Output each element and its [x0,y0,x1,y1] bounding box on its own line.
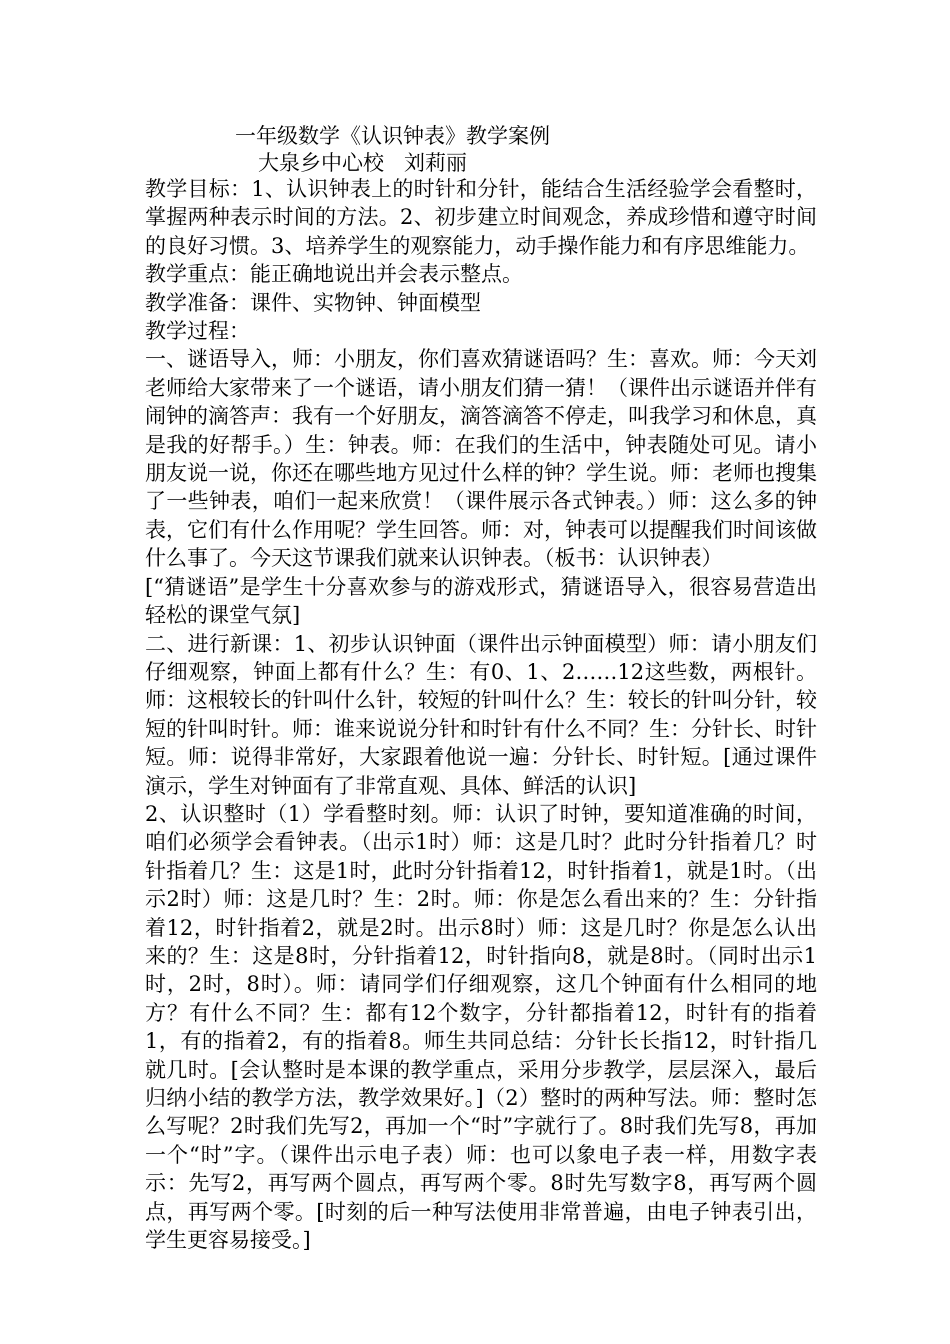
paragraph-new-lesson: 二、进行新课：1、初步认识钟面（课件出示钟面模型）师：请小朋友们仔细观察，钟面上都有什么？生：有0、1、2……12这些数，两根针。师：这根较长的针叫什么针，较短的针叫什么？生：较长的针叫分针，较短的针叫时针。师：谁来说说分针和时针有什么不同？生：分针长、时针短。师：说得非常好，大家跟着他说一遍：分针长、时针短。[通过课件演示，学生对钟面有了非常直观、具体、鲜活的认识] [145,631,817,798]
document-author: 大泉乡中心校 刘莉丽 [258,151,468,175]
paragraph-objectives: 教学目标：1、认识钟表上的时针和分针，能结合生活经验学会看整时，掌握两种表示时间的方法。2、初步建立时间观念，养成珍惜和遵守时间的良好习惯。3、培养学生的观察能力，动手操作能力和有序思维能力。 [145,177,817,258]
document-title: 一年级数学《认识钟表》教学案例 [235,124,550,148]
paragraph-preparation: 教学准备：课件、实物钟、钟面模型 [145,290,481,315]
paragraph-key-point: 教学重点：能正确地说出并会表示整点。 [145,262,523,287]
paragraph-riddle-intro: 一、谜语导入，师：小朋友，你们喜欢猜谜语吗？生：喜欢。师：今天刘老师给大家带来了一个谜语，请小朋友们猜一猜！（课件出示谜语并伴有闹钟的滴答声：我有一个好朋友，滴答滴答不停走，叫我学习和休息，真是我的好帮手。）生：钟表。师：在我们的生活中，钟表随处可见。请小朋友说一说，你还在哪些地方见过什么样的钟？学生说。师：老师也搜集了一些钟表，咱们一起来欣赏！（课件展示各式钟表。）师：这么多的钟表，它们有什么作用呢？学生回答。师：对，钟表可以提醒我们时间该做什么事了。今天这节课我们就来认识钟表。（板书：认识钟表） [145,347,817,571]
paragraph-riddle-comment: [“猜谜语”是学生十分喜欢参与的游戏形式，猜谜语导入，很容易营造出轻松的课堂气氛] [145,574,817,628]
document-body [145,175,817,1254]
paragraph-process-heading: 教学过程： [145,319,250,344]
paragraph-whole-hours: 2、认识整时（1）学看整时刻。师：认识了时钟，要知道准确的时间，咱们必须学会看钟表。（出示1时）师：这是几时？此时分针指着几？时针指着几？生：这是1时，此时分针指着12，时针指着1，就是1时。（出示2时）师：这是几时？生：2时。师：你是怎么看出来的？生：分针指着12，时针指着2，就是2时。出示8时）师：这是几时？你是怎么认出来的？生：这是8时，分针指着12，时针指向8，就是8时。（同时出示1时，2时，8时）。师：请同学们仔细观察，这几个钟面有什么相同的地方？有什么不同？生：都有12个数字，分针都指着12，时针有的指着1，有的指着2，有的指着8。师生共同总结：分针长长指12，时针指几就几时。[会认整时是本课的教学重点，采用分步教学，层层深入，最后归纳小结的教学方法，教学效果好。]（2）整时的两种写法。师：整时怎么写呢？2时我们先写2，再加一个“时”字就行了。8时我们先写8，再加一个“时”字。（课件出示电子表）师：也可以象电子表一样，用数字表示：先写2，再写两个圆点，再写两个零。8时先写数字8，再写两个圆点，再写两个零。[时刻的后一种写法使用非常普遍，由电子钟表引出，学生更容易接受。] [145,801,817,1253]
